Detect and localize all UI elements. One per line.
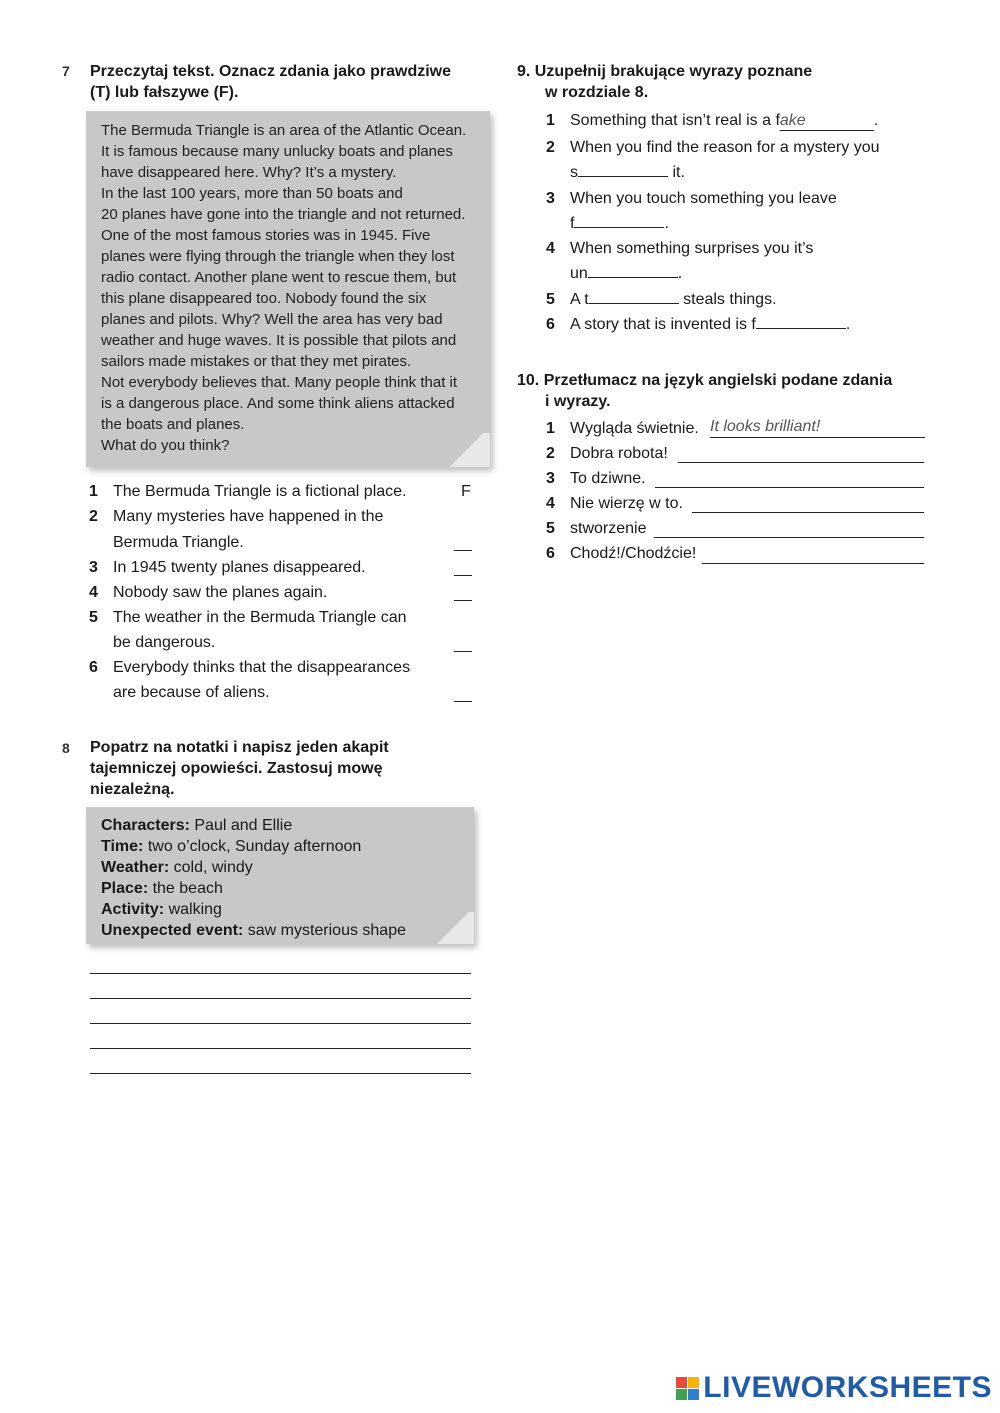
ex7-item-2 — [89, 504, 479, 554]
fill-in-blank[interactable] — [588, 263, 678, 278]
true-false-answer-field[interactable] — [454, 651, 472, 652]
note-value: Paul and Ellie — [189, 817, 293, 834]
item-text: When something surprises you it’s — [570, 240, 814, 257]
item-suffix: it. — [668, 164, 685, 181]
note-value: walking — [164, 901, 222, 918]
reading-line: It is famous because many unlucky boats and planes — [101, 143, 453, 160]
fill-in-blank[interactable] — [578, 162, 668, 177]
note-label: Time: — [101, 838, 144, 855]
translation-answer-field[interactable] — [692, 512, 924, 513]
true-false-answer-field[interactable] — [454, 600, 472, 601]
item-text: Nie wierzę w to. — [570, 495, 683, 512]
item-number: 5 — [546, 520, 555, 537]
item-number: 3 — [546, 470, 555, 487]
note-value: two o’clock, Sunday afternoon — [143, 838, 362, 855]
item-text — [570, 287, 777, 312]
reading-line: One of the most famous stories was in 1945. Five — [101, 227, 431, 244]
note-value: the beach — [148, 880, 223, 897]
page-fold-corner — [432, 912, 474, 944]
item-number: 6 — [89, 659, 98, 676]
writing-line[interactable] — [90, 998, 471, 999]
note-line — [101, 920, 406, 941]
item-text: When you find the reason for a mystery you — [570, 139, 880, 156]
reading-line: The Bermuda Triangle is an area of the Atlantic Ocean. — [101, 122, 467, 139]
item-text: The weather in the Bermuda Triangle can — [113, 609, 407, 626]
item-text-cont: be dangerous. — [113, 634, 216, 651]
item-suffix: . — [664, 215, 669, 232]
item-text: Chodź!/Chodźcie! — [570, 545, 697, 562]
reading-line: planes and pilots. Why? Well the area has very bad — [101, 311, 443, 328]
item-number: 4 — [89, 584, 98, 601]
reading-line: the boats and planes. — [101, 416, 245, 433]
item-text-cont — [570, 160, 685, 185]
writing-line[interactable] — [90, 1073, 471, 1074]
item-prefix: s — [570, 164, 578, 181]
ex10-title-line1: 10. Przetłumacz na język angielski podane zdania — [517, 372, 893, 389]
ex8-title-line3: niezależną. — [90, 781, 175, 798]
item-number: 6 — [546, 316, 555, 333]
ex10-title-line2: i wyrazy. — [545, 393, 611, 410]
item-number: 4 — [546, 495, 555, 512]
logo-text: LIVEWORKSHEETS — [703, 1371, 992, 1404]
note-line — [101, 878, 406, 899]
item-text: Dobra robota! — [570, 445, 668, 462]
ex7-number: 7 — [62, 63, 70, 79]
ex7-item-1 — [89, 479, 479, 504]
reading-line: this plane disappeared too. Nobody found the six — [101, 290, 427, 307]
item-number: 3 — [89, 559, 98, 576]
item-suffix: . — [873, 112, 879, 129]
reading-line: What do you think? — [101, 437, 230, 454]
true-false-answer-field[interactable] — [454, 701, 472, 702]
ex8-notes-box — [86, 807, 474, 944]
reading-line: Not everybody believes that. Many people think that it — [101, 374, 458, 391]
translation-answer-field[interactable] — [702, 563, 924, 564]
ex8-title — [90, 737, 389, 800]
item-text: Wygląda świetnie. — [570, 420, 699, 437]
item-text-cont: Bermuda Triangle. — [113, 534, 244, 551]
ex7-item-6 — [89, 655, 479, 705]
ex9-title-line1: 9. Uzupełnij brakujące wyrazy poznane — [517, 63, 813, 80]
item-number: 1 — [546, 420, 555, 437]
ex9-item-5 — [546, 287, 946, 312]
ex9-item-1 — [546, 108, 946, 133]
reading-line: In the last 100 years, more than 50 boats and — [101, 185, 403, 202]
liveworksheets-logo — [676, 1371, 992, 1405]
translation-answer-field[interactable] — [655, 487, 924, 488]
ex8-number: 8 — [62, 740, 70, 756]
item-text-cont: are because of aliens. — [113, 684, 270, 701]
ex7-item-4 — [89, 580, 479, 605]
item-prefix: un — [570, 265, 588, 282]
true-false-answer-field[interactable] — [454, 575, 472, 576]
item-number: 2 — [546, 139, 555, 156]
item-text-cont — [570, 211, 669, 236]
reading-line: is a dangerous place. And some think aliens attacked — [101, 395, 455, 412]
item-text: Many mysteries have happened in the — [113, 508, 384, 525]
item-text: Nobody saw the planes again. — [113, 584, 328, 601]
writing-line[interactable] — [90, 973, 471, 974]
ex9-item-6 — [546, 312, 946, 337]
ex9-item-2 — [546, 135, 946, 185]
note-label: Weather: — [101, 859, 170, 876]
item-prefix: A t — [570, 291, 589, 308]
reading-line: have disappeared here. Why? It’s a mystery. — [101, 164, 397, 181]
ex7-title-line2: (T) lub fałszywe (F). — [90, 84, 239, 101]
ex8-title-line2: tajemniczej opowieści. Zastosuj mowę — [90, 760, 383, 777]
translation-answer-field[interactable] — [678, 462, 924, 463]
item-text: stworzenie — [570, 520, 647, 537]
ex7-title-line1: Przeczytaj tekst. Oznacz zdania jako prawdziwe — [90, 63, 452, 80]
item-prefix: f — [570, 215, 575, 232]
note-line — [101, 836, 406, 857]
item-text: Everybody thinks that the disappearances — [113, 659, 411, 676]
fill-in-blank[interactable] — [756, 314, 846, 329]
translation-answer-field[interactable] — [654, 537, 924, 538]
note-value: saw mysterious shape — [243, 922, 406, 939]
note-line — [101, 815, 406, 836]
reading-line: weather and huge waves. It is possible that pilots and — [101, 332, 457, 349]
item-number: 2 — [546, 445, 555, 462]
note-label: Unexpected event: — [101, 922, 244, 939]
note-label: Place: — [101, 880, 149, 897]
note-label: Characters: — [101, 817, 190, 834]
writing-line[interactable] — [90, 1023, 471, 1024]
note-line — [101, 857, 406, 878]
ex7-reading-box — [86, 111, 490, 467]
item-prefix: Something that isn’t real is a f — [570, 112, 780, 129]
fill-in-blank[interactable] — [574, 213, 664, 228]
page-fold-corner — [442, 433, 490, 467]
true-false-answer-field[interactable] — [454, 550, 472, 551]
ex9-item-4 — [546, 236, 946, 286]
item-suffix: . — [677, 265, 683, 282]
item-number: 1 — [89, 483, 98, 500]
item-text: In 1945 twenty planes disappeared. — [113, 559, 366, 576]
item-text: The Bermuda Triangle is a fictional place. — [113, 483, 407, 500]
reading-line: sailors made mistakes or that they met pirates. — [101, 353, 412, 370]
item-number: 3 — [546, 190, 555, 207]
ex9-item-3 — [546, 186, 946, 236]
ex8-title-line1: Popatrz na notatki i napisz jeden akapit — [90, 739, 389, 756]
item-suffix: . — [845, 316, 851, 333]
true-false-answer[interactable]: F — [461, 483, 471, 500]
note-line — [101, 899, 406, 920]
ex7-item-3 — [89, 555, 479, 580]
item-text: When you touch something you leave — [570, 190, 837, 207]
item-text: To dziwne. — [570, 470, 646, 487]
ex7-reading-text — [101, 120, 466, 456]
item-text — [570, 312, 850, 337]
ex7-title — [90, 61, 451, 103]
note-label: Activity: — [101, 901, 165, 918]
ex7-item-5 — [89, 605, 479, 655]
reading-line: planes were flying through the triangle when they lost — [101, 248, 455, 265]
fill-in-answer[interactable]: ake — [780, 112, 874, 131]
ex9-title — [517, 61, 812, 103]
translation-answer[interactable]: It looks brilliant! — [710, 416, 925, 438]
writing-line[interactable] — [90, 1048, 471, 1049]
logo-squares-icon — [676, 1377, 699, 1400]
fill-in-blank[interactable] — [589, 289, 679, 304]
ex10-item-1 — [546, 416, 926, 441]
item-number: 2 — [89, 508, 98, 525]
note-value: cold, windy — [169, 859, 253, 876]
ex8-notes — [101, 815, 406, 941]
item-number: 4 — [546, 240, 555, 257]
item-number: 5 — [89, 609, 98, 626]
item-number: 5 — [546, 291, 555, 308]
item-text-cont — [570, 261, 682, 286]
item-number: 1 — [546, 112, 555, 129]
item-number: 6 — [546, 545, 555, 562]
reading-line: 20 planes have gone into the triangle and not returned. — [101, 206, 466, 223]
ex9-title-line2: w rozdziale 8. — [545, 84, 649, 101]
item-prefix: A story that is invented is f — [570, 316, 756, 333]
ex10-title — [517, 370, 892, 412]
item-text — [570, 108, 878, 133]
item-suffix: steals things. — [678, 291, 777, 308]
reading-line: radio contact. Another plane went to rescue them, but — [101, 269, 457, 286]
